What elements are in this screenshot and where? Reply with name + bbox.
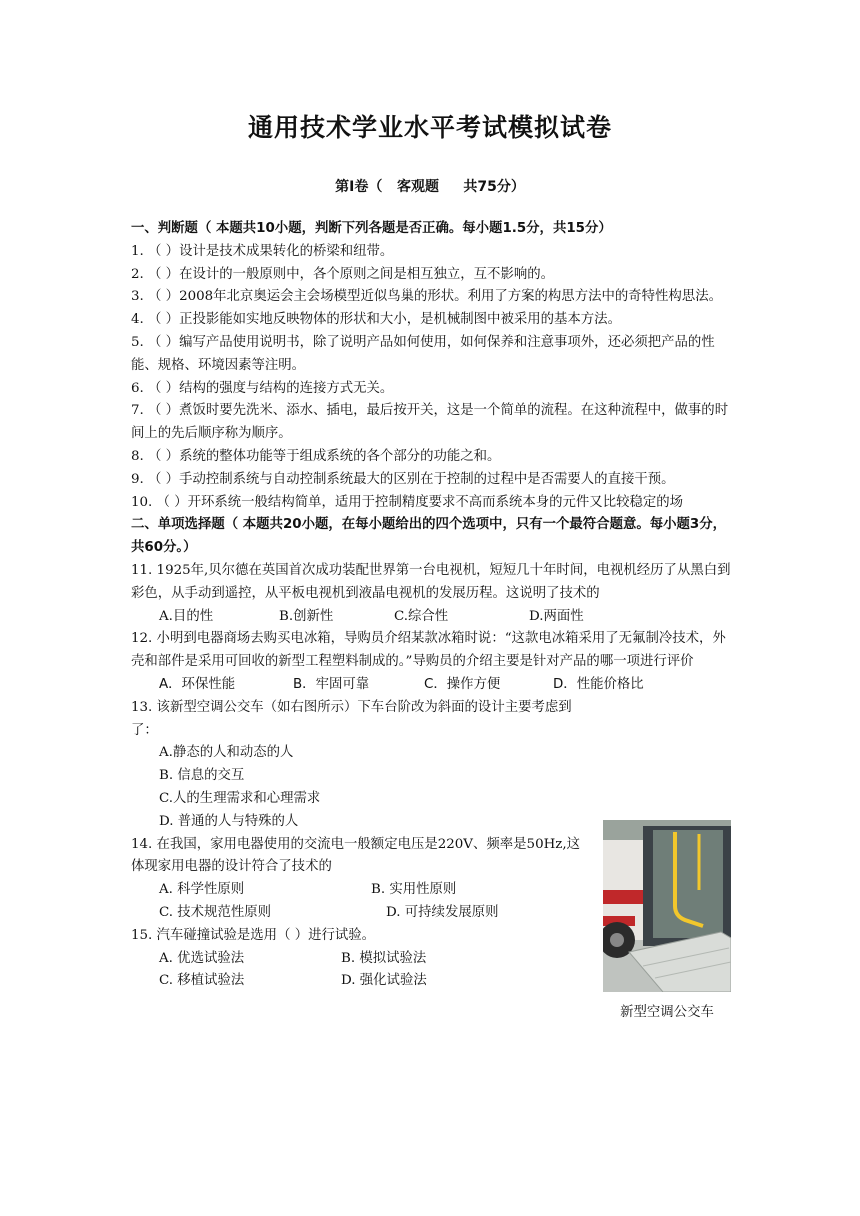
figure-caption: 新型空调公交车 (620, 1005, 714, 1020)
page-title: 通用技术学业水平考试模拟试卷 (247, 113, 612, 142)
option-d: D. 强化试验法 (341, 973, 427, 989)
question-12-options (131, 674, 735, 697)
bus-photo (603, 820, 731, 992)
option-c: C.综合性 (394, 608, 449, 624)
option-c: C. 技术规范性原则 (159, 904, 272, 920)
question-item: 7. （ ）煮饭时要先洗米、添水、插电，最后按开关，这是一个简单的流程。在这种流程中，做事的时间上的先后顺序称为顺序。 (131, 403, 729, 442)
question-item: 5. （ ）编写产品使用说明书，除了说明产品如何使用，如何保养和注意事项外，还必须把产品的性能、规格、环境因素等注明。 (131, 334, 715, 373)
option-b: B. 实用性原则 (371, 882, 457, 898)
option-b: B. 信息的交互 (159, 768, 245, 784)
section2-heading: 二、单项选择题（ 本题共20小题，在每小题给出的四个选项中，只有一个最符合题意。每小题3分，共60分。） (131, 517, 727, 556)
question-12-stem: 12. 小明到电器商场去购买电冰箱，导购员介绍某款冰箱时说：“这款电冰箱采用了无氟制冷技术，外壳和部件是采用可回收的新型工程塑料制成的。”导购员的介绍主要是针对产品的哪一项进行评价 (131, 631, 726, 670)
question-item: 8. （ ）系统的整体功能等于组成系统的各个部分的功能之和。 (131, 448, 501, 464)
option-d: D. 普通的人与特殊的人 (159, 813, 299, 829)
option-c: C.人的生理需求和心理需求 (159, 790, 321, 806)
question-item: 2. （ ）在设计的一般原则中，各个原则之间是相互独立，互不影响的。 (131, 266, 555, 282)
question-11-options (131, 606, 735, 629)
question-item: 6. （ ）结构的强度与结构的连接方式无关。 (131, 380, 394, 396)
option-b: B. 模拟试验法 (341, 950, 427, 966)
question-11-stem: 11. 1925年,贝尔德在英国首次成功装配世界第一台电视机，短短几十年时间，电视机经历了从黑白到彩色，从手动到遥控，从平板电视机到液晶电视机的发展历程。这说明了技术的 (131, 562, 731, 601)
question-item: 3. （ ）2008年北京奥运会主会场模型近似鸟巢的形状。利用了方案的构思方法中的奇特性构思法。 (131, 289, 722, 305)
page-subtitle: 第Ⅰ卷（ 客观题 共75分） (335, 179, 525, 195)
question-13-stem: 13. 该新型空调公交车（如右图所示）下车台阶改为斜面的设计主要考虑到了： (131, 699, 572, 738)
section1-heading: 一、判断题（ 本题共10小题，判断下列各题是否正确。每小题1.5分，共15分） (131, 221, 612, 236)
option-a: A. 科学性原则 (159, 882, 245, 898)
bus-illustration (603, 820, 731, 992)
option-b: B．牢固可靠 (293, 676, 370, 692)
option-b: B.创新性 (279, 608, 334, 624)
option-d: D. 可持续发展原则 (386, 904, 499, 920)
question-15-stem: 15. 汽车碰撞试验是选用（ ）进行试验。 (131, 927, 376, 943)
question-14-stem: 14. 在我国，家用电器使用的交流电一般额定电压是220V、频率是50Hz,这体现家用电器的设计符合了技术的 (131, 836, 580, 875)
option-a: A. 优选试验法 (159, 950, 245, 966)
question-item: 1. （ ）设计是技术成果转化的桥梁和纽带。 (131, 243, 394, 259)
question-item: 10. （ ）开环系统一般结构简单，适用于控制精度要求不高而系统本身的元件又比较稳定的场 (131, 494, 684, 510)
question-item: 9. （ ）手动控制系统与自动控制系统最大的区别在于控制的过程中是否需要人的直接干预。 (131, 471, 675, 487)
question-item: 4. （ ）正投影能如实地反映物体的形状和大小，是机械制图中被采用的基本方法。 (131, 312, 621, 328)
option-c: C. 移植试验法 (159, 973, 245, 989)
option-c: C．操作方便 (424, 676, 501, 692)
option-a: A．环保性能 (159, 676, 236, 692)
option-a: A.目的性 (159, 608, 214, 624)
option-d: D．性能价格比 (553, 676, 644, 692)
option-a: A.静态的人和动态的人 (159, 745, 294, 761)
option-d: D.两面性 (529, 608, 584, 624)
